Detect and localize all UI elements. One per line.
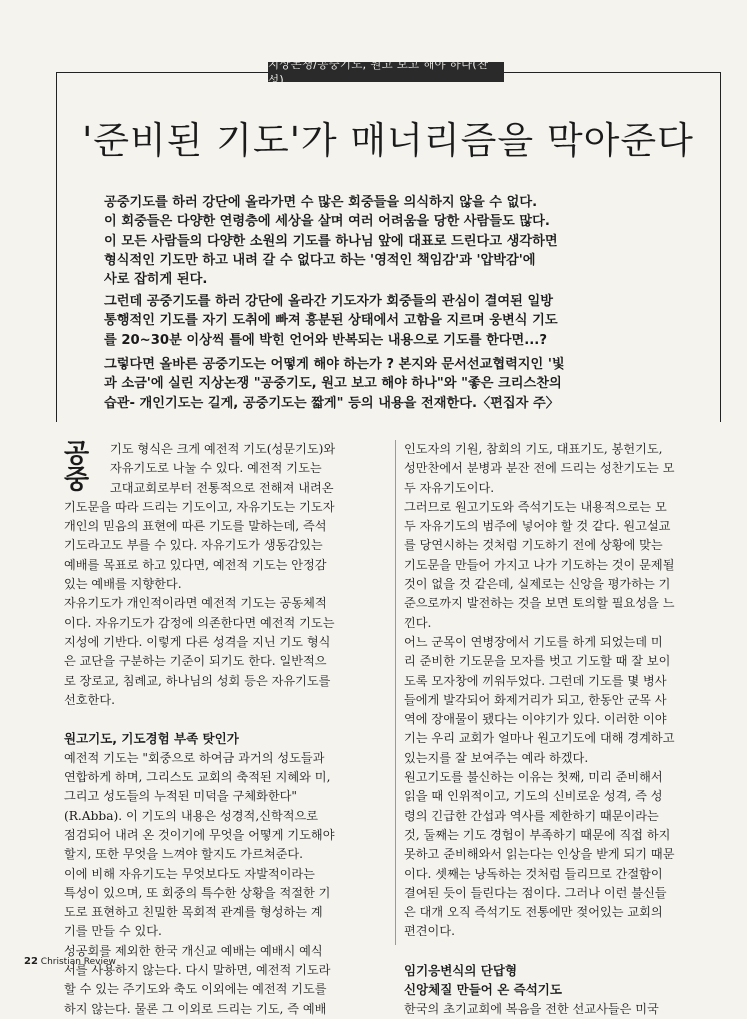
- body-line: 두 자유기도이다.: [404, 480, 495, 495]
- body-line: 그러므로 원고기도와 즉석기도는 내용적으로는 모: [404, 499, 667, 514]
- body-line: 할 수 있는 주기도와 축도 이외에는 예전적 기도를: [64, 982, 327, 997]
- drop-cap-char: 중: [64, 465, 90, 495]
- body-line: 자유기도가 개인적이라면 예전적 기도는 공동체적: [64, 596, 327, 611]
- body-line: 원고기도를 불신하는 이유는 첫째, 미리 준비해서: [404, 770, 663, 785]
- body-line: 기도문을 따라 드리는 기도이고, 자유기도는 기도자: [64, 499, 335, 514]
- body-line: 를 당연시하는 것처럼 기도하기 전에 상황에 맞는: [404, 538, 663, 553]
- body-line: 것, 둘째는 기도 경험이 부족하기 때문에 직접 하지: [404, 827, 671, 842]
- body-line: 결여된 듯이 들린다는 점이다. 그러나 이런 불신들: [404, 885, 667, 900]
- body-line: 못하고 준비해와서 읽는다는 인상을 받게 되기 때문: [404, 847, 675, 862]
- lead-paragraph-2: [104, 292, 678, 350]
- body-line: (R.Abba). 이 기도의 내용은 성경적,신학적으로: [64, 808, 319, 823]
- body-line: 준으로까지 발전하는 것을 보면 토의할 필요성을 느: [404, 596, 675, 611]
- body-line: 편견이다.: [404, 924, 455, 939]
- body-line: 예배를 목표로 하고 있다면, 예전적 기도는 안정감: [64, 557, 327, 572]
- body-line: 지성에 기반다. 이렇게 다른 성격을 지닌 기도 형식: [64, 634, 331, 649]
- body-line: 고대교회로부터 전통적으로 전해져 내려온: [110, 480, 334, 495]
- body-line: 한국의 초기교회에 복음을 전한 선교사들은 미국: [404, 1001, 659, 1016]
- body-line: 있는지를 잘 보여주는 예라 하겠다.: [404, 750, 589, 765]
- body-line: 도록 모자창에 끼워두었다. 그런데 기도를 몇 병사: [404, 673, 667, 688]
- lead-line: 그런데 공중기도를 하러 강단에 올라간 기도자가 회중들의 관심이 결여된 일방: [104, 294, 553, 309]
- body-line: 기도라고도 부를 수 있다. 자유기도가 생동감있는: [64, 538, 323, 553]
- lead-paragraph-1: [104, 193, 678, 289]
- lead-line: 를 20~30분 이상씩 틀에 박힌 언어와 반복되는 내용으로 기도를 한다면...?: [104, 332, 547, 348]
- left-column: [64, 440, 386, 1019]
- column-divider: [395, 440, 396, 945]
- body-line: 인도자의 기원, 참회의 기도, 대표기도, 봉헌기도,: [404, 442, 663, 456]
- body-line: 이다. 자유기도가 감정에 의존한다면 예전적 기도는: [64, 615, 335, 630]
- body-line: 이에 비해 자유기도는 무엇보다도 자발적이라는: [64, 866, 315, 881]
- body-line: 것이 없을 것 같은데, 실제로는 신앙을 평가하는 기: [404, 577, 671, 592]
- body-line: 선호한다.: [64, 692, 115, 707]
- body-line: 하지 않는다. 물론 그 이외로 드리는 기도, 즉 예배: [64, 1001, 327, 1016]
- subheading: 임기응변식의 단답형: [404, 963, 518, 979]
- lead-line: 공중기도를 하러 강단에 올라가면 수 많은 회중들을 의식하지 않을 수 없다.: [104, 195, 538, 210]
- body-line: 기도 형식은 크게 예전적 기도(성문기도)와: [110, 442, 336, 456]
- body-line: 기를 만들 수 있다.: [64, 924, 162, 939]
- lead-line: 습관- 개인기도는 길게, 공중기도는 짧게" 등의 내용을 전재한다.〈편집자 주〉: [104, 395, 559, 411]
- lead-line: 이 모든 사람들의 다양한 소원의 기도를 하나님 앞에 대표로 드린다고 생각하면: [104, 233, 558, 249]
- drop-cap-char: 공: [64, 439, 90, 469]
- body-line: 성만찬에서 분병과 분잔 전에 드리는 성찬기도는 모: [404, 461, 675, 476]
- body-line: 자유기도로 나눌 수 있다. 예전적 기도는: [110, 461, 322, 476]
- body-line: 기는 우리 교회가 얼마나 원고기도에 대해 경계하고: [404, 731, 675, 746]
- lead-paragraph-3: [104, 355, 678, 413]
- body-line: 읽을 때 인위적이고, 기도의 신비로운 성격, 즉 성: [404, 789, 663, 804]
- subheading: 원고기도, 기도경험 부족 탓인가: [64, 731, 239, 747]
- right-column: [404, 440, 720, 1019]
- body-line: 로 장로교, 침례교, 하나님의 성회 등은 자유기도를: [64, 673, 331, 688]
- lead-line: 과 소금'에 실린 지상논쟁 "공중기도, 원고 보고 해야 하나"와 "좋은 크리스찬의: [104, 376, 562, 392]
- body-line: 령의 긴급한 간섭과 역사를 제한하기 때문이라는: [404, 808, 659, 823]
- body-line: 은 교단을 구분하는 기준이 되기도 한다. 일반적으: [64, 654, 327, 669]
- section-tag: 지상논쟁/공중기도, 원고 보고 해야 하나(찬성): [268, 62, 504, 82]
- body-line: 은 대개 오직 즉석기도 전통에만 젖어있는 교회의: [404, 905, 663, 920]
- publication-name: Christian Review: [40, 957, 116, 967]
- body-line: 낀다.: [404, 615, 432, 630]
- body-line: 성공회를 제외한 한국 개신교 예배는 예배시 예식: [64, 943, 323, 958]
- body-line: 있는 예배를 지향한다.: [64, 577, 182, 592]
- article-title: '준비된 기도'가 매너리즘을 막아준다: [82, 119, 694, 162]
- lead-line: 사로 잡히게 된다.: [104, 272, 208, 288]
- lead-line: 형식적인 기도만 하고 내려 갈 수 없다고 하는 '영적인 책임감'과 '압박감'에: [104, 252, 536, 268]
- body-line: 도로 표현하고 친밀한 목회적 관계를 형성하는 계: [64, 905, 323, 920]
- body-line: 개인의 믿음의 표현에 따른 기도를 말하는데, 즉석: [64, 519, 327, 534]
- body-line: 두 자유기도의 범주에 넣어야 할 것 같다. 원고설교: [404, 519, 671, 534]
- lead-line: 그렇다면 올바른 공중기도는 어떻게 해야 하는가 ? 본지와 문서선교협력지인 '빛: [104, 357, 565, 372]
- body-line: 어느 군목이 연병장에서 기도를 하게 되었는데 미: [404, 634, 663, 649]
- body-line: 할지, 또한 무엇을 느껴야 할지도 가르쳐준다.: [64, 847, 304, 862]
- body-line: 이다. 셋째는 낭독하는 것처럼 들리므로 간절함이: [404, 866, 663, 881]
- lead-line: 이 회중들은 다양한 연령층에 세상을 살며 여러 어려움을 당한 사람들도 많다.: [104, 214, 550, 230]
- body-line: 점검되어 내려 온 것이기에 무엇을 어떻게 기도해야: [64, 827, 335, 842]
- body-line: 기도문을 만들어 가지고 나가 기도하는 것이 문제될: [404, 557, 675, 572]
- subheading: 신앙체질 만들어 온 즉석기도: [404, 982, 562, 998]
- body-line: 서를 사용하지 않는다. 다시 말하면, 예전적 기도라: [64, 963, 331, 978]
- body-line: 연합하게 하며, 그리스도 교회의 축적된 지혜와 미,: [64, 770, 331, 785]
- body-line: 그리고 성도들의 누적된 미덕을 구체화한다": [64, 789, 298, 804]
- frame-right-rule: [720, 72, 721, 422]
- page-number: 22: [24, 956, 38, 967]
- page-footer: [24, 956, 116, 967]
- body-line: 예전적 기도는 "회중으로 하여금 과거의 성도들과: [64, 750, 325, 765]
- body-line: 리 준비한 기도문을 모자를 벗고 기도할 때 잘 보이: [404, 654, 671, 669]
- body-line: 특성이 있으며, 또 회중의 특수한 상황을 적절한 기: [64, 885, 331, 900]
- body-line: 들에게 발각되어 화제거리가 되고, 한동안 군목 사: [404, 692, 667, 707]
- body-line: 역에 장애물이 됐다는 이야기가 있다. 이러한 이야: [404, 712, 667, 727]
- lead-line: 통행적인 기도를 자기 도취에 빠져 흥분된 상태에서 고함을 지르며 웅변식 기도: [104, 313, 558, 329]
